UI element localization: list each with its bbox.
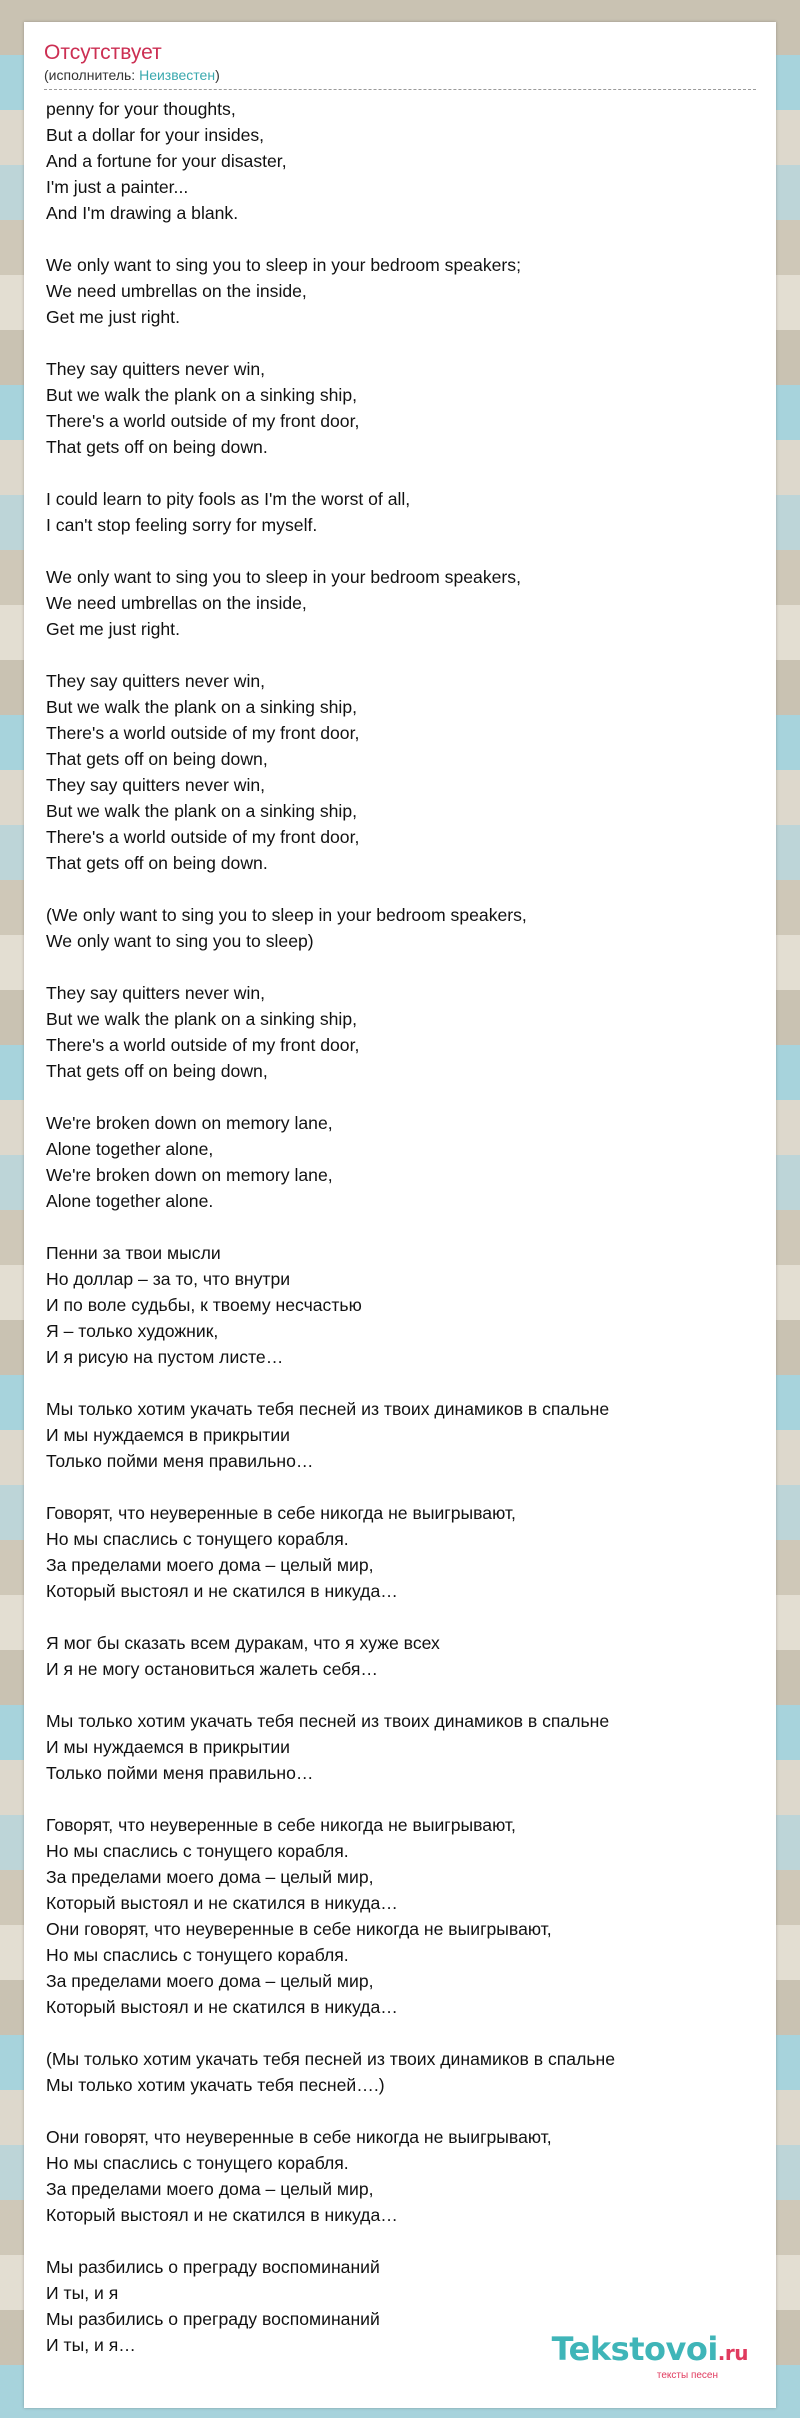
lyric-line: I can't stop feeling sorry for myself. xyxy=(46,515,318,535)
lyric-line: Только пойми меня правильно… xyxy=(46,1763,314,1783)
lyric-stanza xyxy=(46,668,756,876)
lyric-stanza xyxy=(46,902,756,954)
lyric-line: There's a world outside of my front door, xyxy=(46,827,360,847)
lyric-stanza xyxy=(46,1708,756,1786)
lyric-line: And a fortune for your disaster, xyxy=(46,151,287,171)
lyric-line: Пенни за твои мысли xyxy=(46,1243,221,1263)
lyric-line: Мы только хотим укачать тебя песней из твоих динамиков в спальне xyxy=(46,1399,610,1419)
lyric-line: That gets off on being down. xyxy=(46,853,268,873)
lyric-line: We're broken down on memory lane, xyxy=(46,1165,333,1185)
lyric-line: И я рисую на пустом листе… xyxy=(46,1347,284,1367)
lyric-line: I could learn to pity fools as I'm the worst of all, xyxy=(46,489,411,509)
lyric-line: За пределами моего дома – целый мир, xyxy=(46,1971,374,1991)
lyric-line: That gets off on being down. xyxy=(46,437,268,457)
lyric-line: (We only want to sing you to sleep in your bedroom speakers, xyxy=(46,905,527,925)
lyric-line: We only want to sing you to sleep in your bedroom speakers; xyxy=(46,255,521,275)
lyric-line: But a dollar for your insides, xyxy=(46,125,265,145)
lyric-line: Get me just right. xyxy=(46,307,180,327)
lyric-line: (Мы только хотим укачать тебя песней из твоих динамиков в спальне xyxy=(46,2049,616,2069)
lyric-stanza xyxy=(46,96,756,226)
lyric-stanza xyxy=(46,356,756,460)
logo-tld: .ru xyxy=(717,2341,748,2365)
lyric-stanza xyxy=(46,1396,756,1474)
lyric-line: I'm just a painter... xyxy=(46,177,189,197)
lyric-line: Я мог бы сказать всем дуракам, что я хуже всех xyxy=(46,1633,440,1653)
lyric-line: Alone together alone, xyxy=(46,1139,214,1159)
lyric-line: Который выстоял и не скатился в никуда… xyxy=(46,1893,398,1913)
lyric-line: Они говорят, что неуверенные в себе никогда не выигрывают, xyxy=(46,2127,552,2147)
lyric-line: We only want to sing you to sleep in your bedroom speakers, xyxy=(46,567,521,587)
lyric-stanza xyxy=(46,980,756,1084)
lyric-line: И мы нуждаемся в прикрытии xyxy=(46,1737,291,1757)
lyric-line: But we walk the plank on a sinking ship, xyxy=(46,385,358,405)
lyric-line: Они говорят, что неуверенные в себе никогда не выигрывают, xyxy=(46,1919,552,1939)
lyric-line: That gets off on being down, xyxy=(46,1061,268,1081)
lyric-stanza xyxy=(46,2046,756,2098)
lyric-line: Но доллар – за то, что внутри xyxy=(46,1269,291,1289)
lyric-line: We need umbrellas on the inside, xyxy=(46,593,307,613)
lyric-line: We're broken down on memory lane, xyxy=(46,1113,333,1133)
lyric-line: Но мы спаслись с тонущего корабля. xyxy=(46,1841,349,1861)
lyric-stanza xyxy=(46,486,756,538)
lyric-line: Но мы спаслись с тонущего корабля. xyxy=(46,1529,349,1549)
lyric-line: Только пойми меня правильно… xyxy=(46,1451,314,1471)
lyric-line: Который выстоял и не скатился в никуда… xyxy=(46,2205,398,2225)
lyric-line: Мы разбились о преграду воспоминаний xyxy=(46,2257,380,2277)
lyric-line: Get me just right. xyxy=(46,619,180,639)
site-logo[interactable] xyxy=(552,2332,748,2382)
lyric-line: И ты, и я… xyxy=(46,2335,136,2355)
artist-line xyxy=(44,66,756,90)
logo-tagline: тексты песен xyxy=(656,2370,718,2381)
lyric-stanza xyxy=(46,1812,756,2020)
lyric-line: Но мы спаслись с тонущего корабля. xyxy=(46,2153,349,2173)
lyric-line: But we walk the plank on a sinking ship, xyxy=(46,1009,358,1029)
lyric-line: But we walk the plank on a sinking ship, xyxy=(46,801,358,821)
song-title: Отсутствует xyxy=(44,41,162,64)
lyric-line: Мы разбились о преграду воспоминаний xyxy=(46,2309,380,2329)
lyric-stanza xyxy=(46,2124,756,2228)
lyric-stanza xyxy=(46,252,756,330)
lyric-line: There's a world outside of my front door, xyxy=(46,1035,360,1055)
lyric-stanza xyxy=(46,564,756,642)
lyrics-text xyxy=(44,96,756,2358)
lyric-line: They say quitters never win, xyxy=(46,983,266,1003)
lyric-line: Мы только хотим укачать тебя песней из твоих динамиков в спальне xyxy=(46,1711,610,1731)
lyric-line: Который выстоял и не скатился в никуда… xyxy=(46,1997,398,2017)
lyric-line: Alone together alone. xyxy=(46,1191,214,1211)
logo-main-text: Tekstovoi xyxy=(551,2330,718,2368)
lyric-line: За пределами моего дома – целый мир, xyxy=(46,2179,374,2199)
lyric-line: Я – только художник, xyxy=(46,1321,219,1341)
artist-prefix: (исполнитель: xyxy=(44,67,140,83)
lyric-line: За пределами моего дома – целый мир, xyxy=(46,1555,374,1575)
lyrics-card xyxy=(24,22,776,2408)
lyric-line: There's a world outside of my front door, xyxy=(46,411,360,431)
lyric-line: We only want to sing you to sleep) xyxy=(46,931,314,951)
lyric-line: Говорят, что неуверенные в себе никогда не выигрывают, xyxy=(46,1815,516,1835)
lyric-stanza xyxy=(46,1110,756,1214)
lyric-line: Который выстоял и не скатился в никуда… xyxy=(46,1581,398,1601)
lyric-line: There's a world outside of my front door, xyxy=(46,723,360,743)
artist-suffix: ) xyxy=(215,67,220,83)
logo-wordmark xyxy=(552,2332,748,2370)
lyric-stanza xyxy=(46,1500,756,1604)
lyric-line: Но мы спаслись с тонущего корабля. xyxy=(46,1945,349,1965)
lyric-line: И мы нуждаемся в прикрытии xyxy=(46,1425,291,1445)
lyric-line: And I'm drawing a blank. xyxy=(46,203,239,223)
lyric-line: That gets off on being down, xyxy=(46,749,268,769)
lyric-line: И по воле судьбы, к твоему несчастью xyxy=(46,1295,362,1315)
artist-link[interactable]: Неизвестен xyxy=(139,67,216,83)
lyric-line: И ты, и я xyxy=(46,2283,119,2303)
lyric-line: За пределами моего дома – целый мир, xyxy=(46,1867,374,1887)
lyric-line: Мы только хотим укачать тебя песней….) xyxy=(46,2075,385,2095)
lyric-line: Говорят, что неуверенные в себе никогда не выигрывают, xyxy=(46,1503,516,1523)
lyric-line: И я не могу остановиться жалеть себя… xyxy=(46,1659,378,1679)
lyric-line: They say quitters never win, xyxy=(46,671,266,691)
lyric-stanza xyxy=(46,1240,756,1370)
lyric-line: We need umbrellas on the inside, xyxy=(46,281,307,301)
lyric-line: penny for your thoughts, xyxy=(46,99,236,119)
lyric-line: They say quitters never win, xyxy=(46,775,266,795)
lyric-stanza xyxy=(46,1630,756,1682)
lyric-line: They say quitters never win, xyxy=(46,359,266,379)
lyric-line: But we walk the plank on a sinking ship, xyxy=(46,697,358,717)
